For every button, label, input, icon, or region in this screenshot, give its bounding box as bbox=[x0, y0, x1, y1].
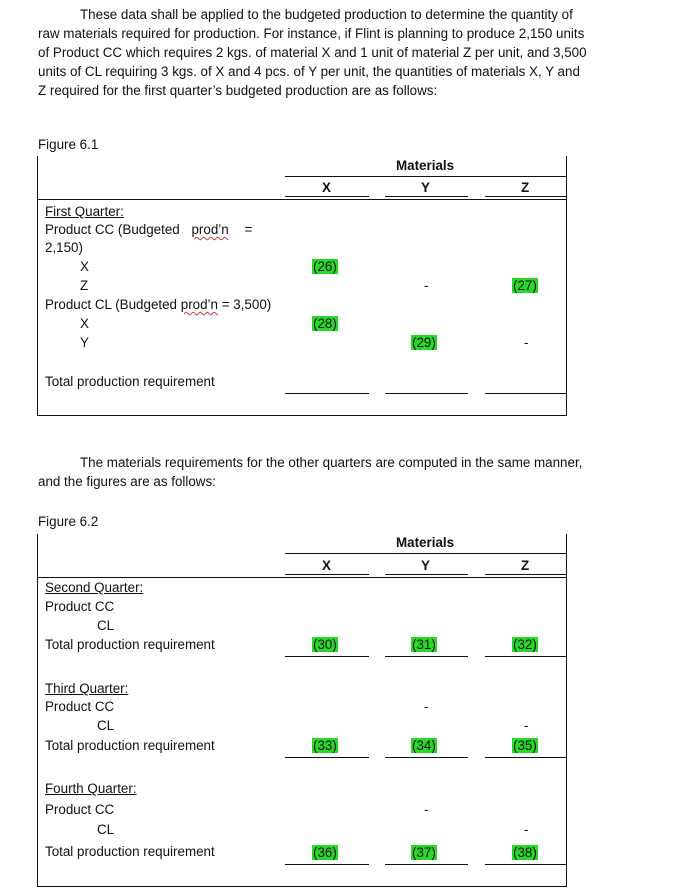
intro-paragraph bbox=[38, 5, 628, 100]
cc-material-z: Z bbox=[80, 278, 89, 293]
col-x-underline bbox=[285, 196, 369, 197]
col-z-underline bbox=[485, 574, 566, 575]
total-line-x bbox=[285, 393, 369, 394]
q2-total-label: Total production requirement bbox=[45, 637, 215, 652]
q4-total-line-z bbox=[485, 864, 566, 865]
answer-blank-32: (32) bbox=[513, 637, 537, 652]
materials-header-rule bbox=[285, 176, 567, 177]
column-header-x: X bbox=[322, 558, 331, 573]
product-cc-label bbox=[45, 222, 252, 237]
cl-material-x: X bbox=[80, 316, 89, 331]
second-quarter-title: Second Quarter: bbox=[45, 580, 144, 595]
middle-paragraph bbox=[38, 453, 638, 491]
materials-header-rule bbox=[285, 553, 567, 554]
col-z-underline bbox=[485, 196, 566, 197]
table-right-border bbox=[566, 156, 567, 416]
q2-total-line-x bbox=[285, 656, 369, 657]
answer-blank-28: (28) bbox=[313, 316, 337, 331]
product-cc-quantity: 2,150) bbox=[45, 240, 83, 255]
answer-blank-37: (37) bbox=[412, 845, 436, 860]
cl-material-y: Y bbox=[80, 335, 89, 350]
answer-blank-30: (30) bbox=[313, 637, 337, 652]
figure-6-2-caption: Figure 6.2 bbox=[38, 514, 99, 529]
q2-total-line-y bbox=[385, 656, 468, 657]
q2-cl: CL bbox=[97, 618, 115, 633]
answer-blank-38: (38) bbox=[513, 845, 537, 860]
answer-blank-27: (27) bbox=[513, 278, 537, 293]
materials-header: Materials bbox=[396, 535, 455, 550]
prod-n-word: prod’n bbox=[191, 222, 229, 237]
intro-line: raw materials required for production. For instance, if Flint is planning to produce 2,150 units bbox=[38, 26, 585, 41]
q4-product-cc: Product CC bbox=[45, 802, 115, 817]
dash-cl-y-z: - bbox=[524, 335, 529, 350]
column-header-z: Z bbox=[521, 558, 530, 573]
q3-total-line-y bbox=[385, 757, 468, 758]
col-y-underline bbox=[385, 196, 468, 197]
q4-cl: CL bbox=[97, 822, 115, 837]
total-line-y bbox=[385, 393, 468, 394]
product-cl-label bbox=[45, 297, 271, 312]
q3-product-cc: Product CC bbox=[45, 699, 115, 714]
q3-total-label: Total production requirement bbox=[45, 738, 215, 753]
column-header-y: Y bbox=[421, 180, 430, 195]
answer-blank-35: (35) bbox=[513, 738, 537, 753]
answer-blank-34: (34) bbox=[412, 738, 436, 753]
table-left-border bbox=[37, 534, 38, 887]
q3-cl-z-dash: - bbox=[524, 718, 529, 733]
col-x-underline bbox=[285, 574, 369, 575]
table-left-border bbox=[37, 156, 38, 416]
column-header-x: X bbox=[322, 180, 331, 195]
equals-sign: = bbox=[244, 222, 253, 237]
answer-blank-31: (31) bbox=[412, 637, 436, 652]
table-right-border bbox=[566, 534, 567, 887]
intro-line: These data shall be applied to the budgeted production to determine the quantity of bbox=[80, 7, 573, 22]
column-header-z: Z bbox=[521, 180, 530, 195]
total-line-z bbox=[485, 393, 566, 394]
column-header-rule bbox=[37, 577, 567, 578]
third-quarter-title: Third Quarter: bbox=[45, 681, 129, 696]
intro-line: Z required for the first quarter’s budgeted production are as follows: bbox=[38, 83, 438, 98]
column-header-rule bbox=[37, 199, 567, 200]
q3-cl: CL bbox=[97, 718, 115, 733]
product-cl-quantity: = 3,500) bbox=[221, 297, 272, 312]
q4-total-label: Total production requirement bbox=[45, 844, 215, 859]
answer-blank-26: (26) bbox=[313, 259, 337, 274]
answer-blank-29: (29) bbox=[412, 335, 436, 350]
q3-total-line-z bbox=[485, 757, 566, 758]
dash-cc-z-y: - bbox=[424, 278, 429, 293]
q2-total-line-z bbox=[485, 656, 566, 657]
q4-cc-y-dash: - bbox=[424, 802, 429, 817]
figure-6-1-caption: Figure 6.1 bbox=[38, 137, 99, 152]
answer-blank-33: (33) bbox=[313, 738, 337, 753]
table-bottom-border bbox=[37, 415, 567, 416]
q4-cl-z-dash: - bbox=[524, 822, 529, 837]
q3-cc-y-dash: - bbox=[424, 699, 429, 714]
column-header-y: Y bbox=[421, 558, 430, 573]
cc-material-x: X bbox=[80, 259, 89, 274]
q4-total-line-x bbox=[285, 864, 369, 865]
answer-blank-36: (36) bbox=[313, 845, 337, 860]
table-bottom-border bbox=[37, 886, 567, 887]
middle-line: and the figures are as follows: bbox=[38, 474, 216, 489]
intro-line: units of CL requiring 3 kgs. of X and 4 pcs. of Y per unit, the quantities of materials X, Y and bbox=[38, 64, 580, 79]
product-cc-text: Product CC (Budgeted bbox=[45, 222, 180, 237]
total-production-label: Total production requirement bbox=[45, 374, 215, 389]
col-y-underline bbox=[385, 574, 468, 575]
materials-header: Materials bbox=[396, 158, 455, 173]
middle-line: The materials requirements for the other quarters are computed in the same manner, bbox=[80, 455, 583, 470]
q2-product-cc: Product CC bbox=[45, 599, 115, 614]
q4-total-line-y bbox=[385, 864, 468, 865]
intro-line: of Product CC which requires 2 kgs. of material X and 1 unit of material Z per unit, and 3,500 bbox=[38, 45, 587, 60]
q3-total-line-x bbox=[285, 757, 369, 758]
fourth-quarter-title: Fourth Quarter: bbox=[45, 781, 137, 796]
first-quarter-title: First Quarter: bbox=[45, 204, 124, 219]
prod-n-word: prod’n bbox=[180, 297, 218, 312]
product-cl-text: Product CL (Budgeted bbox=[45, 297, 178, 312]
